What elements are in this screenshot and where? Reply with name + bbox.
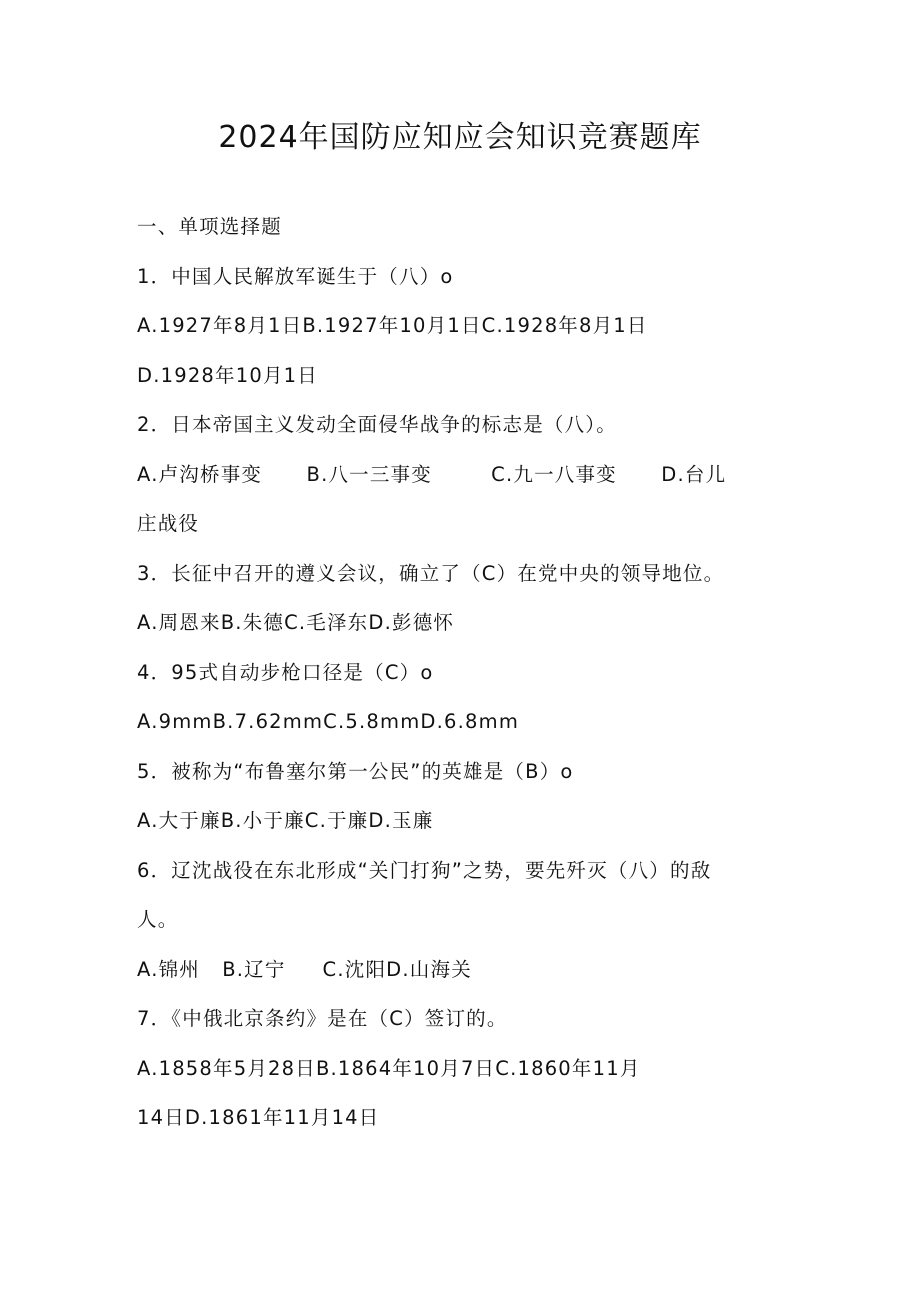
question-4: 4．95式自动步枪口径是（C）o [137,661,434,684]
question-1-options-cont: D.1928年10月1日 [137,364,318,387]
question-2: 2．日本帝国主义发动全面侵华战争的标志是（八）。 [137,413,617,436]
question-6: 6．辽沈战役在东北形成“关门打狗”之势，要先歼灭（八）的敌 [137,859,712,882]
question-1-options: A.1927年8月1日B.1927年10月1日C.1928年8月1日 [137,314,648,337]
question-7-options: A.1858年5月28日B.1864年10月7日C.1860年11月 [137,1057,641,1080]
question-6-cont: 人。 [137,908,179,931]
question-3: 3．长征中召开的遵义会议，确立了（C）在党中央的领导地位。 [137,562,725,585]
question-6-options: A.锦州 B.辽宁 C.沈阳D.山海关 [137,958,472,981]
question-5: 5．被称为“布鲁塞尔第一公民”的英雄是（B）o [137,760,574,783]
document-title: 2024年国防应知应会知识竞赛题库 [218,120,702,155]
question-5-options: A.大于廉B.小于廉C.于廉D.玉廉 [137,809,434,832]
question-7-options-cont: 14日D.1861年11月14日 [137,1106,380,1129]
question-1: 1．中国人民解放军诞生于（八）o [137,265,454,288]
question-4-options: A.9mmB.7.62mmC.5.8mmD.6.8mm [137,710,520,733]
question-2-options-cont: 庄战役 [137,512,200,535]
section-heading: 一、单项选择题 [137,215,282,238]
question-7: 7．《中俄北京条约》是在（C）签订的。 [137,1007,508,1030]
question-2-options: A.卢沟桥事变 B.八一三事变 C.九一八事变 D.台儿 [137,463,727,486]
question-3-options: A.周恩来B.朱德C.毛泽东D.彭德怀 [137,611,455,634]
